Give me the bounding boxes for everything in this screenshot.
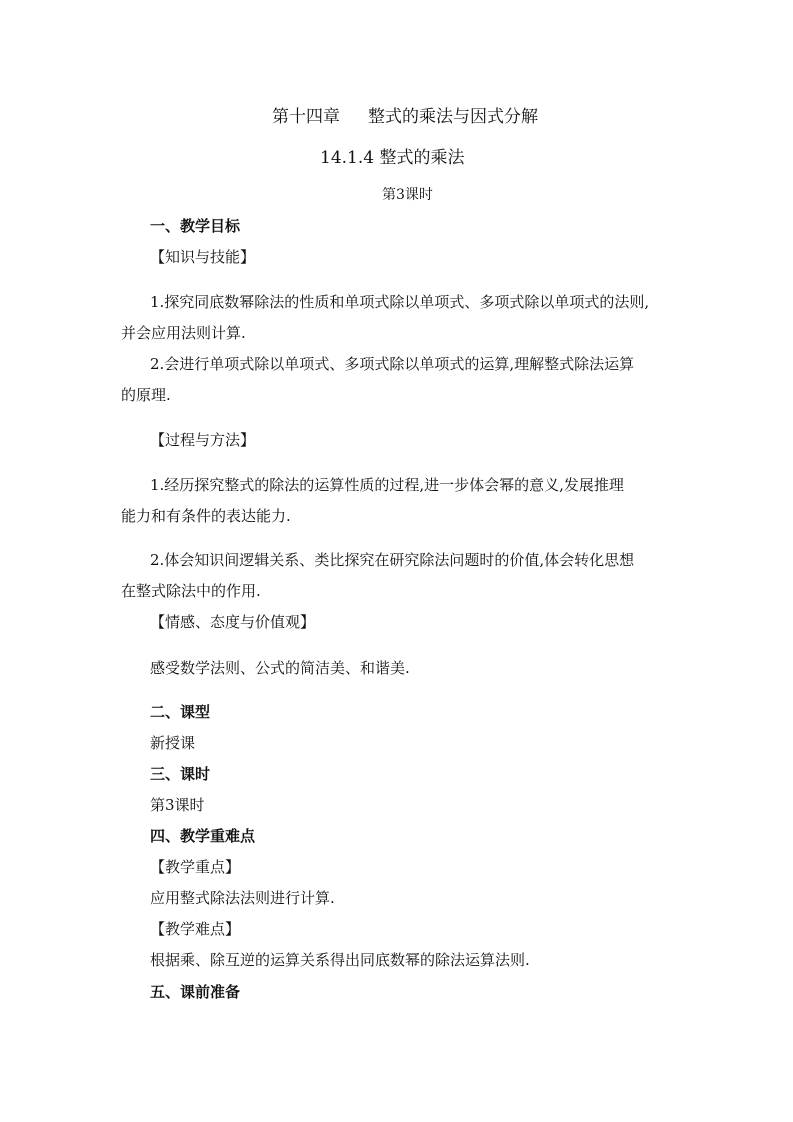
section-5-title: 五、课前准备 [150, 983, 241, 1001]
section-2-body: 新授课 [150, 734, 196, 752]
chapter-heading [272, 107, 538, 127]
key-point-label: 【教学重点】 [150, 858, 241, 876]
process-item-1-line1: 1.经历探究整式的除法的运算性质的过程,进一步体会幂的意义,发展推理 [150, 476, 624, 494]
lesson-label: 第3课时 [382, 187, 433, 203]
emotion-item-1: 感受数学法则、公式的简洁美、和谐美. [150, 659, 410, 677]
section-heading: 14.1.4 整式的乘法 [320, 148, 465, 168]
process-item-2-line1: 2.体会知识间逻辑关系、类比探究在研究除法问题时的价值,体会转化思想 [150, 551, 635, 569]
difficulty-body: 根据乘、除互逆的运算关系得出同底数幂的除法运算法则. [150, 951, 530, 969]
section-4-title: 四、教学重难点 [150, 827, 256, 845]
process-item-1-line2: 能力和有条件的表达能力. [121, 507, 291, 525]
section-3-body: 第3课时 [150, 796, 205, 814]
chapter-number: 第十四章 [272, 107, 340, 127]
process-label: 【过程与方法】 [150, 431, 256, 449]
section-3-title: 三、课时 [150, 765, 211, 783]
knowledge-label: 【知识与技能】 [150, 248, 256, 266]
emotion-label: 【情感、态度与价值观】 [150, 613, 316, 631]
section-1-title: 一、教学目标 [150, 217, 241, 235]
process-item-2-line2: 在整式除法中的作用. [121, 582, 261, 600]
knowledge-item-2-line2: 的原理. [121, 386, 171, 404]
difficulty-label: 【教学难点】 [150, 920, 241, 938]
section-2-title: 二、课型 [150, 703, 211, 721]
knowledge-item-1-line1: 1.探究同底数幂除法的性质和单项式除以单项式、多项式除以单项式的法则, [150, 293, 650, 311]
key-point-body: 应用整式除法法则进行计算. [150, 889, 335, 907]
knowledge-item-1-line2: 并会应用法则计算. [121, 324, 246, 342]
knowledge-item-2-line1: 2.会进行单项式除以单项式、多项式除以单项式的运算,理解整式除法运算 [150, 355, 635, 373]
chapter-title: 整式的乘法与因式分解 [368, 107, 538, 127]
